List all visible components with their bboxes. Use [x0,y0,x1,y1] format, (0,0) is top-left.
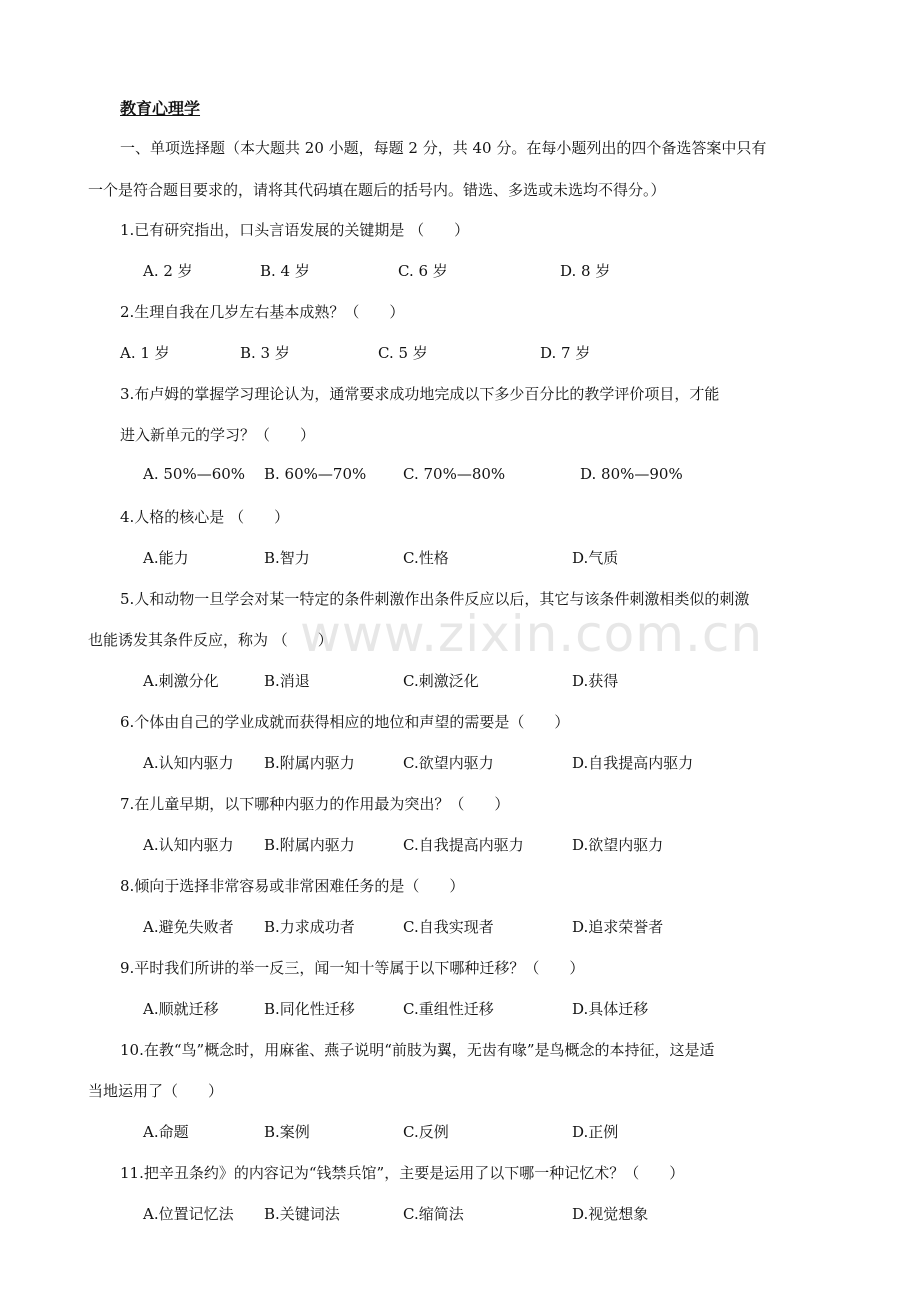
option-b: B. 60%—70% [264,465,367,483]
question-1-stem: 1.已有研究指出，口头言语发展的关键期是 （ ） [120,221,470,239]
question-10-stem-line-2: 当地运用了（ ） [88,1082,224,1100]
option-c: C.性格 [403,549,449,567]
option-b: B. 3 岁 [240,344,290,362]
option-c: C. 5 岁 [378,344,428,362]
question-3-stem-line-1: 3.布卢姆的掌握学习理论认为，通常要求成功地完成以下多少百分比的教学评价项目，才能 [120,385,720,403]
option-d: D.视觉想象 [572,1205,649,1223]
option-a: A.认知内驱力 [143,836,234,854]
question-10-stem-line-1: 10.在教“鸟”概念时，用麻雀、燕子说明“前肢为翼，无齿有喙”是鸟概念的本持征，这是适 [120,1041,715,1059]
option-c: C. 6 岁 [398,262,448,280]
option-c: C.自我提高内驱力 [403,836,524,854]
option-a: A.位置记忆法 [143,1205,234,1223]
option-b: B.力求成功者 [264,918,355,936]
option-a: A. 1 岁 [120,344,170,362]
option-c: C.刺激泛化 [403,672,479,690]
section-intro-line-2: 一个是符合题目要求的，请将其代码填在题后的括号内。错选、多选或未选均不得分。） [88,181,666,199]
option-b: B.智力 [264,549,310,567]
option-a: A. 2 岁 [143,262,193,280]
option-b: B.附属内驱力 [264,836,355,854]
option-c: C.反例 [403,1123,449,1141]
option-a: A.刺激分化 [143,672,219,690]
question-4-stem: 4.人格的核心是 （ ） [120,508,290,526]
option-d: D.正例 [572,1123,619,1141]
option-d: D.气质 [572,549,619,567]
question-3-stem-line-2: 进入新单元的学习？（ ） [120,426,316,444]
option-d: D.追求荣誉者 [572,918,664,936]
option-d: D.获得 [572,672,619,690]
option-a: A. 50%—60% [143,465,246,483]
section-intro-line-1: 一、单项选择题（本大题共 20 小题，每题 2 分，共 40 分。在每小题列出的四个备选答案中只有 [120,139,767,157]
option-b: B.消退 [264,672,310,690]
option-a: A.能力 [143,549,189,567]
option-c: C. 70%—80% [403,465,506,483]
option-a: A.认知内驱力 [143,754,234,772]
option-a: A.避免失败者 [143,918,234,936]
watermark: www.zixin.com.cn [300,605,764,663]
question-9-stem: 9.平时我们所讲的举一反三，闻一知十等属于以下哪种迁移？（ ） [120,959,585,977]
option-a: A.顺就迁移 [143,1000,219,1018]
option-d: D. 7 岁 [540,344,591,362]
option-b: B.关键词法 [264,1205,340,1223]
option-a: A.命题 [143,1123,189,1141]
option-b: B. 4 岁 [260,262,310,280]
option-c: C.自我实现者 [403,918,494,936]
question-2-stem: 2.生理自我在几岁左右基本成熟？（ ） [120,303,405,321]
option-b: B.同化性迁移 [264,1000,355,1018]
question-11-stem: 11.把辛丑条约》的内容记为“钱禁兵馆”，主要是运用了以下哪一种记忆术？（ ） [120,1164,685,1182]
document-title: 教育心理学 [120,99,201,118]
option-c: C.缩简法 [403,1205,464,1223]
option-d: D. 8 岁 [560,262,611,280]
option-b: B.案例 [264,1123,310,1141]
question-5-stem-line-1: 5.人和动物一旦学会对某一特定的条件刺激作出条件反应以后，其它与该条件刺激相类似的刺激 [120,590,750,608]
option-d: D. 80%—90% [580,465,683,483]
option-c: C.欲望内驱力 [403,754,494,772]
question-5-stem-line-2: 也能诱发其条件反应，称为 （ ） [88,631,333,649]
question-8-stem: 8.倾向于选择非常容易或非常困难任务的是（ ） [120,877,465,895]
option-d: D.具体迁移 [572,1000,649,1018]
option-d: D.欲望内驱力 [572,836,664,854]
option-b: B.附属内驱力 [264,754,355,772]
question-6-stem: 6.个体由自己的学业成就而获得相应的地位和声望的需要是（ ） [120,713,570,731]
option-c: C.重组性迁移 [403,1000,494,1018]
option-d: D.自我提高内驱力 [572,754,694,772]
question-7-stem: 7.在儿童早期，以下哪种内驱力的作用最为突出？（ ） [120,795,510,813]
